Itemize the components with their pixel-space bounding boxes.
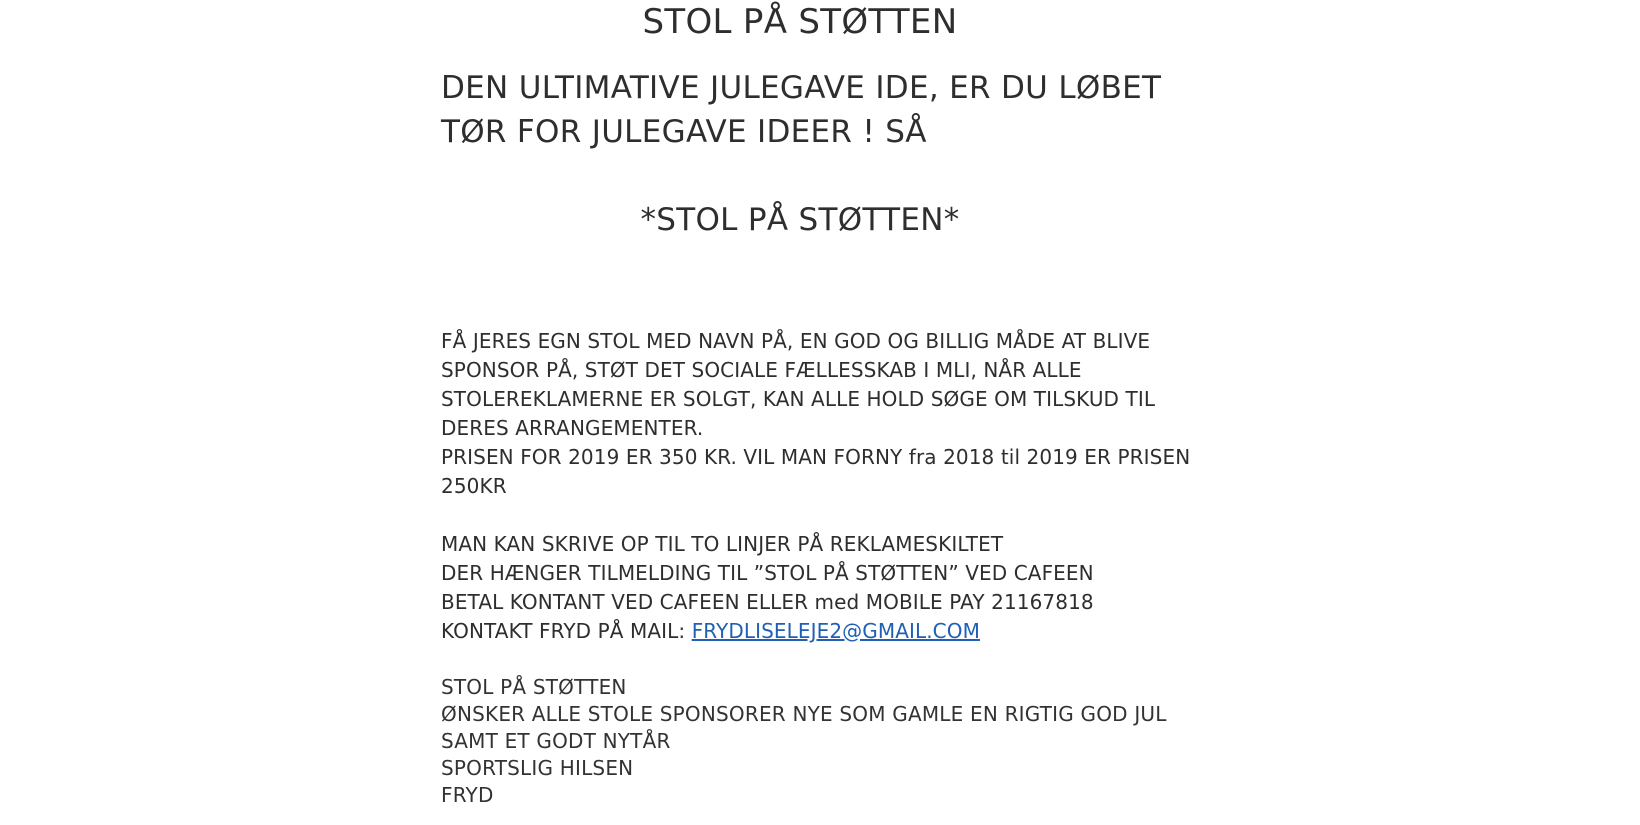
info-line: BETAL KONTANT VED CAFEEN ELLER med MOBILE PAY 21167818 — [441, 590, 1094, 614]
document-title: STOL PÅ STØTTEN — [642, 2, 958, 42]
body-text — [441, 327, 1201, 646]
closing-line: SAMT ET GODT NYTÅR — [441, 729, 671, 753]
closing-line: STOL PÅ STØTTEN — [441, 675, 627, 699]
price-line: 250KR — [441, 474, 507, 498]
subtitle-line: TØR FOR JULEGAVE IDEER ! SÅ — [441, 114, 927, 150]
spacer — [441, 501, 1201, 530]
info-line: MAN KAN SKRIVE OP TIL TO LINJER PÅ REKLAMESKILTET — [441, 532, 1004, 556]
body-line: FÅ JERES EGN STOL MED NAVN PÅ, EN GOD OG BILLIG MÅDE AT BLIVE — [441, 329, 1151, 353]
closing-signature: FRYD — [441, 783, 494, 807]
closing-greeting — [441, 674, 1201, 809]
document-tagline: *STOL PÅ STØTTEN* — [640, 202, 960, 238]
contact-prefix: KONTAKT FRYD PÅ MAIL: — [441, 619, 692, 643]
body-line: STOLEREKLAMERNE ER SOLGT, KAN ALLE HOLD SØGE OM TILSKUD TIL — [441, 387, 1156, 411]
body-line: DERES ARRANGEMENTER. — [441, 416, 704, 440]
closing-line: ØNSKER ALLE STOLE SPONSORER NYE SOM GAMLE EN RIGTIG GOD JUL — [441, 702, 1167, 726]
closing-line: SPORTSLIG HILSEN — [441, 756, 634, 780]
document-subtitle — [441, 66, 1201, 154]
subtitle-line: DEN ULTIMATIVE JULEGAVE IDE, ER DU LØBET — [441, 70, 1162, 106]
body-line: SPONSOR PÅ, STØT DET SOCIALE FÆLLESSKAB I MLI, NÅR ALLE — [441, 358, 1082, 382]
contact-line — [441, 617, 1201, 646]
price-line: PRISEN FOR 2019 ER 350 KR. VIL MAN FORNY fra 2018 til 2019 ER PRISEN — [441, 445, 1191, 469]
email-link[interactable]: FRYDLISELEJE2@GMAIL.COM — [691, 619, 980, 643]
info-line: DER HÆNGER TILMELDING TIL ”STOL PÅ STØTTEN” VED CAFEEN — [441, 561, 1094, 585]
